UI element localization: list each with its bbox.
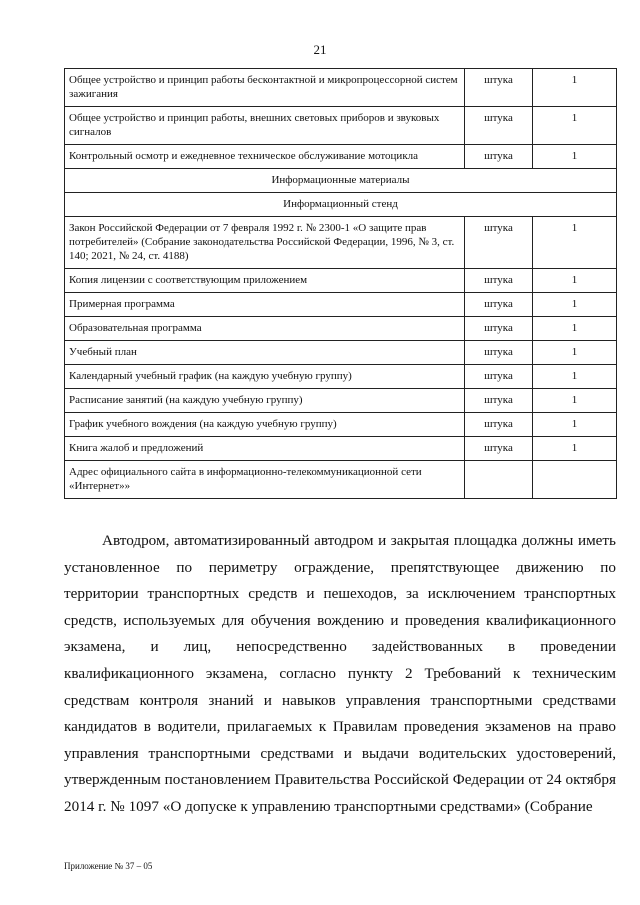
item-unit: штука <box>465 413 533 437</box>
item-quantity: 1 <box>533 269 617 293</box>
subsection-header-row <box>65 193 617 217</box>
item-name: Общее устройство и принцип работы бесконтактной и микропроцессорной систем зажигания <box>65 69 465 107</box>
item-quantity: 1 <box>533 293 617 317</box>
item-unit: штука <box>465 107 533 145</box>
section-title: Информационные материалы <box>65 169 617 193</box>
item-unit: штука <box>465 293 533 317</box>
item-quantity: 1 <box>533 217 617 269</box>
item-quantity: 1 <box>533 437 617 461</box>
item-name: Общее устройство и принцип работы, внешних световых приборов и звуковых сигналов <box>65 107 465 145</box>
item-name: Контрольный осмотр и ежедневное техническое обслуживание мотоцикла <box>65 145 465 169</box>
page-number: 21 <box>313 42 327 57</box>
item-quantity <box>533 461 617 499</box>
item-unit: штука <box>465 389 533 413</box>
item-unit: штука <box>465 217 533 269</box>
item-name: Адрес официального сайта в информационно-телекоммуникационной сети «Интернет»» <box>65 461 465 499</box>
item-quantity: 1 <box>533 413 617 437</box>
item-unit: штука <box>465 341 533 365</box>
equipment-table <box>64 68 617 499</box>
subsection-title: Информационный стенд <box>65 193 617 217</box>
item-name: Книга жалоб и предложений <box>65 437 465 461</box>
item-unit: штука <box>465 365 533 389</box>
item-name: Образовательная программа <box>65 317 465 341</box>
table-row <box>65 365 617 389</box>
table-row <box>65 269 617 293</box>
table-row <box>65 389 617 413</box>
table-row <box>65 69 617 107</box>
item-quantity: 1 <box>533 389 617 413</box>
item-quantity: 1 <box>533 69 617 107</box>
item-name: Календарный учебный график (на каждую учебную группу) <box>65 365 465 389</box>
table-row <box>65 317 617 341</box>
table-row <box>65 341 617 365</box>
section-header-row <box>65 169 617 193</box>
item-unit: штука <box>465 69 533 107</box>
item-unit: штука <box>465 145 533 169</box>
item-quantity: 1 <box>533 145 617 169</box>
body-paragraph: Автодром, автоматизированный автодром и закрытая площадка должны иметь установленное по периметру ограждение, препятствующее движению по территории транспортных средств и пешеходов, за исключением транспортных средств, используемых для обучения вождению и проведения квалификационного экзамена, и лиц, непосредственно задействованных в проведении квалификационного экзамена, согласно пункту 2 Требований к техническим средствам контроля знаний и навыков управления транспортными средствами кандидатов в водители, прилагаемых к Правилам проведения экзаменов на право управления транспортными средствами и выдачи водительских удостоверений, утвержденным постановлением Правительства Российской Федерации от 24 октября 2014 г. № 1097 «О допуске к управлению транспортными средствами» (Собрание <box>64 532 616 815</box>
item-name: Закон Российской Федерации от 7 февраля 1992 г. № 2300-1 «О защите прав потребителей» (Собрание законодательства Российской Федерации, 1996, № 3, ст. 140; 2021, № 24, ст. 4188) <box>65 217 465 269</box>
table-row <box>65 217 617 269</box>
item-quantity: 1 <box>533 341 617 365</box>
table-row <box>65 413 617 437</box>
item-quantity: 1 <box>533 365 617 389</box>
item-name: Расписание занятий (на каждую учебную группу) <box>65 389 465 413</box>
item-unit: штука <box>465 317 533 341</box>
table-row <box>65 437 617 461</box>
item-name: Примерная программа <box>65 293 465 317</box>
table-row <box>65 293 617 317</box>
table-row <box>65 145 617 169</box>
table-row <box>65 107 617 145</box>
item-name: Учебный план <box>65 341 465 365</box>
item-name: Копия лицензии с соответствующим приложением <box>65 269 465 293</box>
item-unit <box>465 461 533 499</box>
table-row <box>65 461 617 499</box>
item-unit: штука <box>465 437 533 461</box>
item-quantity: 1 <box>533 107 617 145</box>
item-quantity: 1 <box>533 317 617 341</box>
footer-annex-label: Приложение № 37 – 05 <box>64 861 153 871</box>
item-name: График учебного вождения (на каждую учебную группу) <box>65 413 465 437</box>
item-unit: штука <box>465 269 533 293</box>
